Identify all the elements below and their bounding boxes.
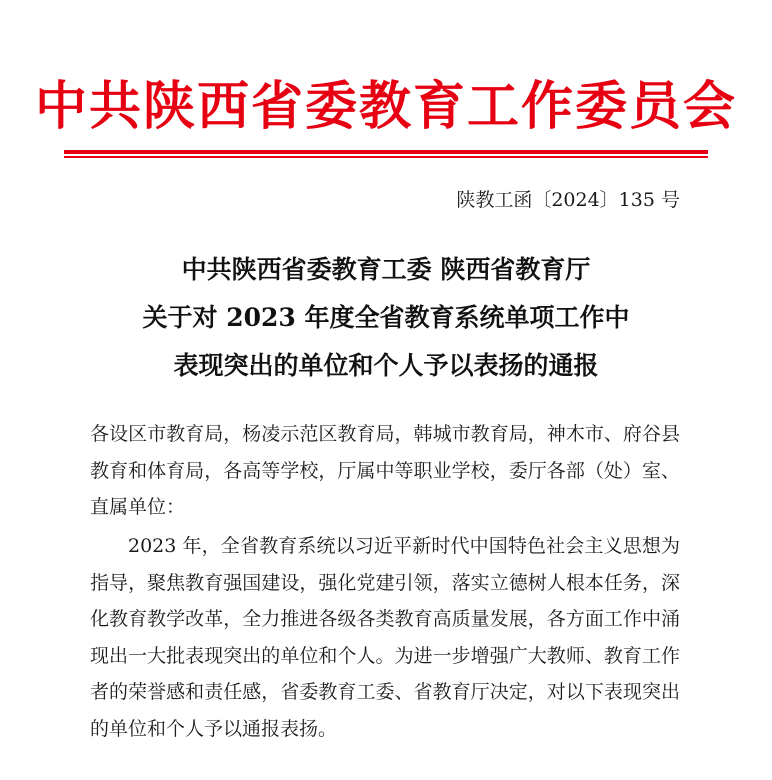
title-line-3: 表现突出的单位和个人予以表扬的通报 — [173, 351, 599, 380]
addressee-paragraph: 各设区市教育局，杨凌示范区教育局，韩城市教育局，神木市、府谷县教育和体育局，各高等学校，厅属中等职业学校，委厅各部（处）室、直属单位： — [90, 423, 680, 518]
red-rule-thin — [64, 156, 708, 158]
title-line-2: 关于对 2023 年度全省教育系统单项工作中 — [142, 303, 630, 332]
red-header-rule — [64, 150, 708, 159]
issuing-org-title: 中共陕西省委教育工作委员会 — [34, 76, 737, 137]
body-paragraph: 2023 年，全省教育系统以习近平新时代中国特色社会主义思想为指导，聚焦教育强国建设，强化党建引领，落实立德树人根本任务，深化教育教学改革，全力推进各级各类教育高质量发展，各方面工作中涌现出一大批表现突出的单位和个人。为进一步增强广大教师、教育工作者的荣誉感和责任感，省委教育工委、省教育厅决定，对以下表现突出的单位和个人予以通报表扬。 — [90, 535, 680, 740]
document-title — [0, 246, 772, 390]
title-line-1: 中共陕西省委教育工委 陕西省教育厅 — [181, 255, 591, 284]
red-rule-thick — [64, 150, 708, 154]
document-number: 陕教工函〔2024〕135 号 — [456, 189, 680, 211]
